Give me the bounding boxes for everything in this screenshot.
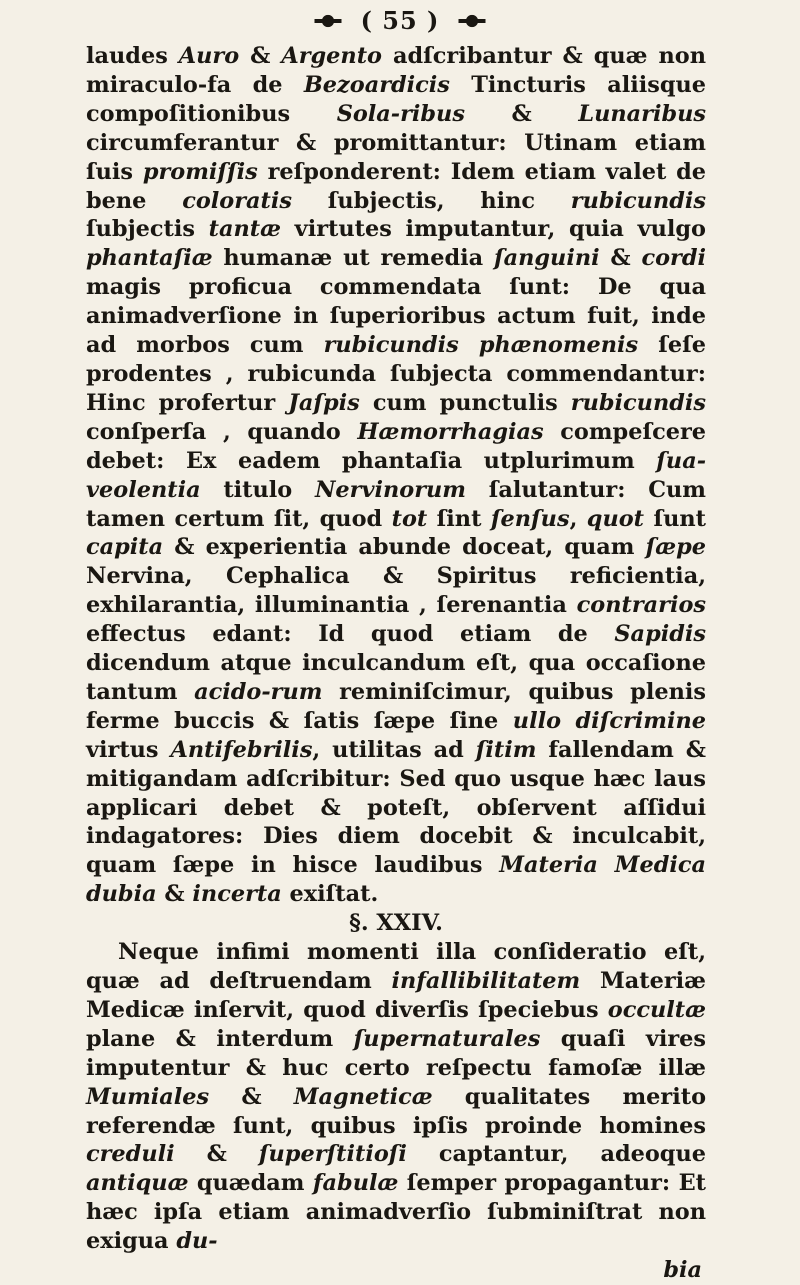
italic-term: Hæmorrhagias [357,418,544,445]
italic-term: contrarios [576,592,706,619]
left-ornament-icon [311,11,345,31]
italic-term: ſanguini [493,245,600,272]
italic-term: creduli [86,1141,175,1168]
italic-term: Magneticæ [293,1083,433,1110]
italic-term: ſupernaturales [353,1025,541,1052]
italic-term: ſua-veolentia [86,447,706,503]
page-number: ( 55 ) [360,6,440,35]
italic-term: fabulæ [312,1170,399,1197]
italic-term: antiquæ [86,1170,189,1197]
italic-term: ſitim [475,736,537,763]
italic-term: coloratis [182,187,292,214]
italic-term: occultæ [607,996,706,1023]
italic-term: Nervinorum [314,476,466,503]
page-header [0,6,800,36]
italic-term: tot [391,505,428,532]
italic-term: infallibilitatem [391,968,581,994]
italic-term: rubicundis [570,187,706,214]
italic-term: rubicundis phænomenis [323,332,639,359]
italic-term: cordi [641,245,706,272]
body-text [86,42,706,1285]
italic-term: du- [176,1228,218,1255]
italic-term: phantaſiæ [86,245,213,272]
paragraph-1: laudes Auro & Argento adſcribantur & quæ non miraculo-fa de Bezoardicis Tincturis aliisque compoſitionibus Sola-ribus & Lunaribus circumferantur & promittantur: Utinam etiam ſuis promiſſis reſponderent: Idem etiam valet de bene coloratis ſubjectis, hinc rubicundis ſubjectis tantæ virtutes imputantur, quia vulgo phantaſiæ humanæ ut remedia ſanguini & cordi magis proficua commendata ſunt: De qua animadverſione in ſuperioribus actum fuit, inde ad morbos cum rubicundis phænomenis ſeſe prodentes , rubicunda ſubjecta commendantur: Hinc profertur Jaſpis cum punctulis rubicundis conſperſa , quando Hæmorrhagias compeſcere debet: Ex eadem phantaſia utplurimum ſua-veolentia titulo Nervinorum ſalutantur: Cum tamen certum ſit, quod tot ſint ſenſus, quot ſunt capita & experientia abunde doceat, quam ſæpe Nervina, Cephalica & Spiritus reficientia, exhilarantia, illuminantia , ſerenantia contrarios effectus edant: Id quod etiam de Sapidis dicendum atque inculcandum eſt, qua occaſione tantum acido-rum reminiſcimur, quibus plenis ferme buccis & ſatis ſæpe ſine ullo diſcrimine virtus Antifebrilis, utilitas ad ſitim fallendam & mitigandam adſcribitur: Sed quo usque hæc laus applicari debet & poteſt, obſervent aſſidui indagatores: Dies diem docebit & inculcabit, quam ſæpe in hisce laudibus Materia Medica dubia & incerta exiſtat. [86,43,707,908]
section-label: §. XXIV. [349,910,443,937]
italic-term: quot [586,505,645,532]
italic-term: Lunaribus [578,100,706,127]
italic-term: acido-rum [194,678,323,705]
italic-term: ullo diſcrimine [512,707,706,734]
italic-term: Sapidis [614,621,706,648]
italic-term: tantæ [208,216,282,243]
italic-term: ſenſus [490,505,570,532]
italic-term: capita [86,534,164,561]
italic-term: promiſſis [142,158,258,185]
italic-term: Sola-ribus [336,100,465,127]
italic-term: ſæpe [645,534,706,561]
italic-term: Materia Medica dubia [86,852,706,908]
italic-term: Bezoardicis [303,71,450,98]
italic-term: Auro [178,43,240,69]
italic-term: ſuperſtitioſi [258,1141,407,1168]
italic-term: rubicundis [570,389,706,416]
italic-term: incerta [192,881,282,908]
catchword: bia [663,1257,702,1284]
italic-term: Argento [281,43,382,69]
italic-term: Mumiales [86,1083,210,1110]
italic-term: Antifebrilis [170,736,313,763]
italic-term: Jaſpis [288,389,360,416]
right-ornament-icon [455,11,489,31]
paragraph-2: Neque infimi momenti illa conſideratio eſt, quæ ad deſtruendam infallibilitatem Materiæ Medicæ inſervit, quod diverſis ſpeciebus occultæ plane & interdum ſupernaturales quaſi vires imputentur & huc certo reſpectu famoſæ illæ Mumiales & Magneticæ qualitates merito referendæ ſunt, quibus ipſis proinde homines creduli & ſuperſtitioſi captantur, adeoque antiquæ quædam fabulæ ſemper propagantur: Et hæc ipſa etiam animadverſio ſubminiſtrat non exigua du- [86,939,707,1255]
